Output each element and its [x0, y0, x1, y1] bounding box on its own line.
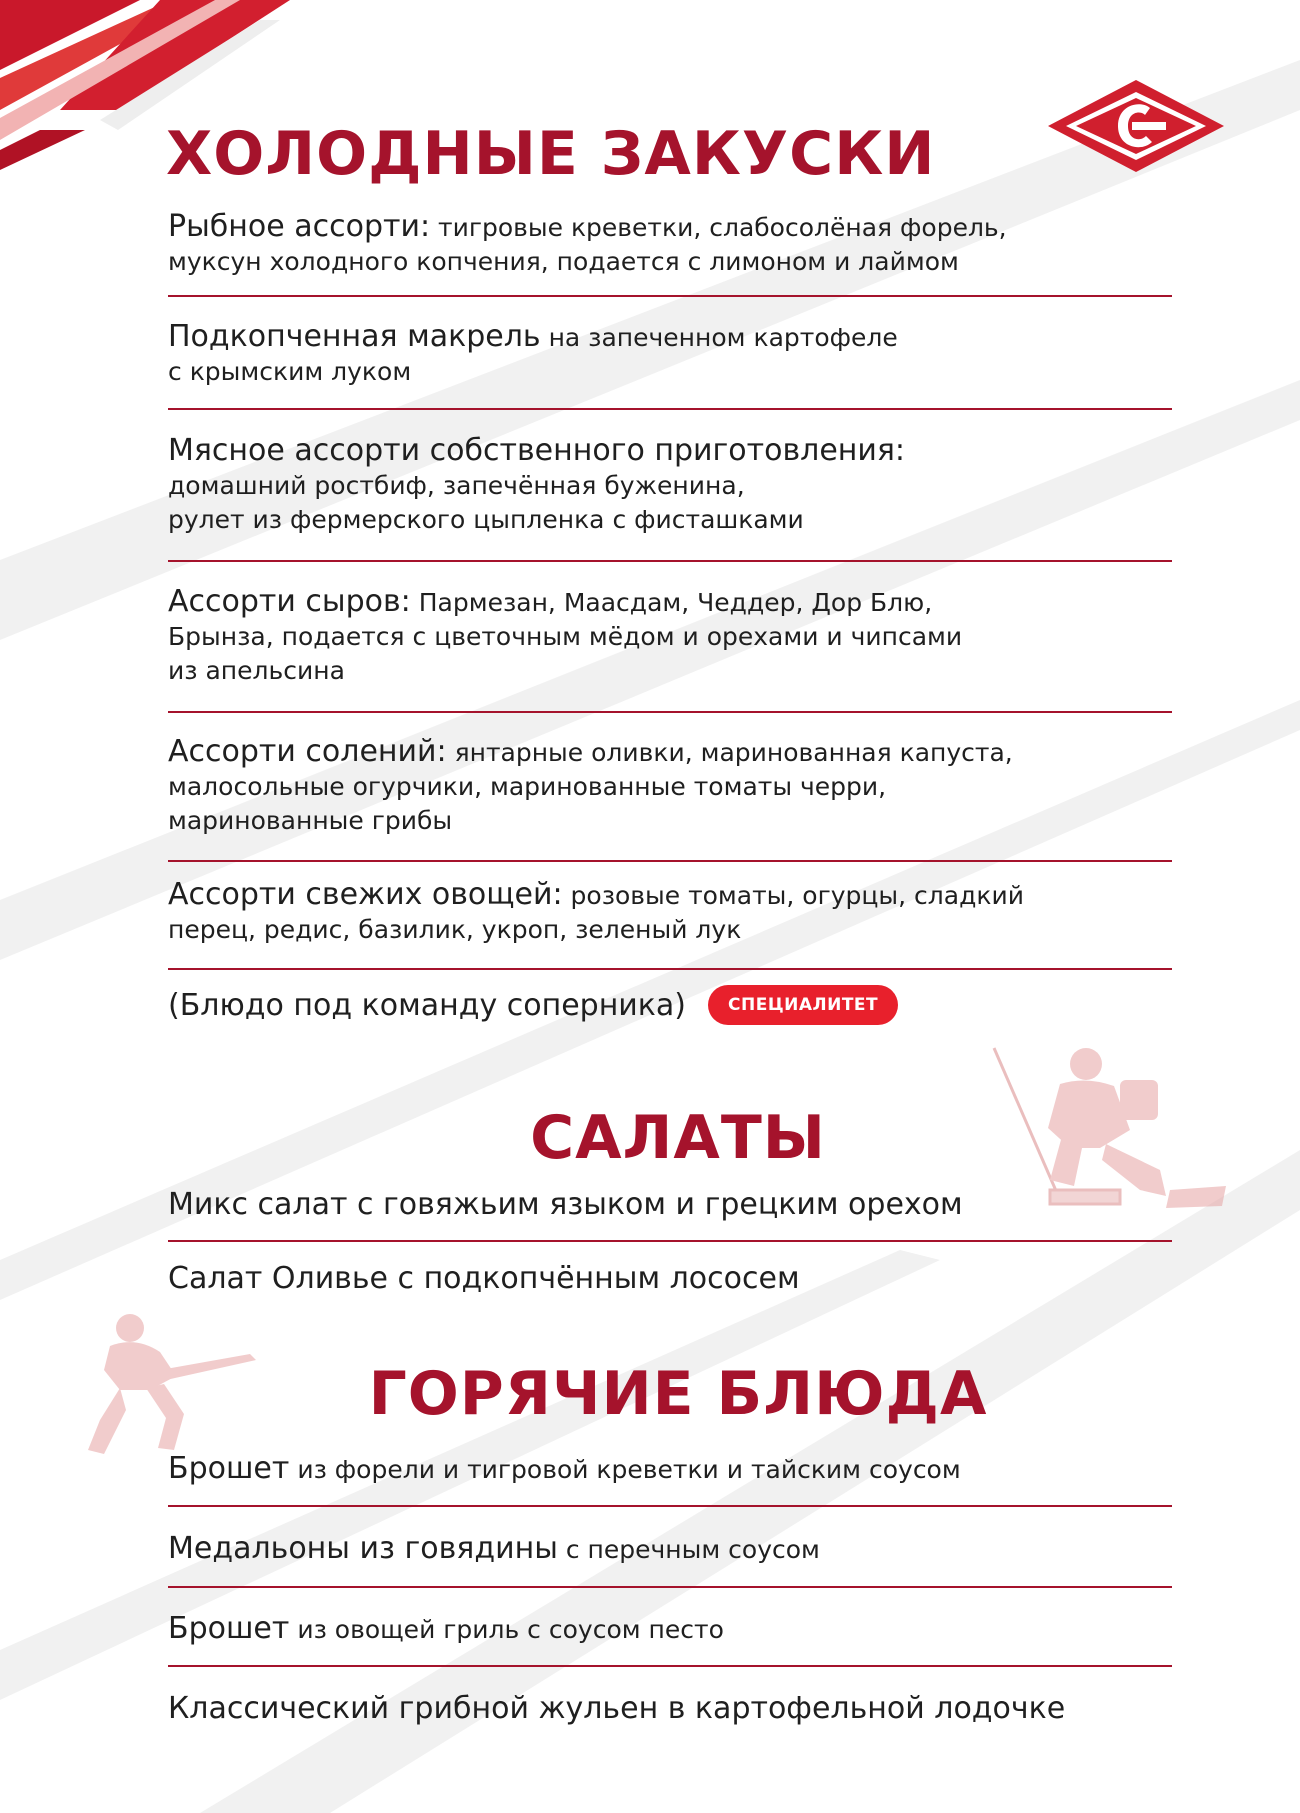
item-desc: Пармезан, Маасдам, Чеддер, Дор Блю, [410, 588, 933, 617]
item-name: Классический грибной жульен в картофельной лодочке [168, 1691, 1066, 1726]
item-desc: рулет из фермерского цыпленка с фисташками [168, 505, 804, 534]
item-desc: из форели и тигровой креветки и тайским соусом [289, 1455, 961, 1484]
item-name: Салат Оливье с подкопчённым лососем [168, 1261, 800, 1296]
menu-item [168, 1532, 820, 1567]
menu-item [168, 320, 898, 389]
menu-item [168, 1692, 1065, 1727]
item-name: (Блюдо под команду соперника) [168, 988, 687, 1023]
menu-item [168, 1262, 800, 1297]
item-desc: с крымским луком [168, 357, 412, 386]
divider [168, 408, 1172, 410]
menu-item [168, 878, 1024, 947]
spartak-logo-icon [1046, 78, 1226, 174]
divider [168, 1586, 1172, 1588]
menu-item [168, 1612, 724, 1647]
menu-item [168, 434, 905, 537]
item-desc: малосольные огурчики, маринованные томаты черри, [168, 772, 887, 801]
item-desc: янтарные оливки, маринованная капуста, [446, 738, 1013, 767]
menu-item [168, 1188, 963, 1223]
item-desc: муксун холодного копчения, подается с лимоном и лаймом [168, 247, 959, 276]
item-desc: с перечным соусом [557, 1535, 820, 1564]
item-name: Подкопченная макрель [168, 319, 541, 354]
item-name: Мясное ассорти собственного приготовления: [168, 433, 906, 468]
menu-item [168, 585, 962, 688]
divider [168, 968, 1172, 970]
section-title-salads: САЛАТЫ [530, 1103, 826, 1173]
menu-item [168, 735, 1013, 838]
item-desc: на запеченном картофеле [540, 323, 898, 352]
item-name: Медальоны из говядины [168, 1531, 558, 1566]
item-desc: тигровые креветки, слабосолёная форель, [430, 213, 1007, 242]
item-desc: перец, редис, базилик, укроп, зеленый лук [168, 915, 742, 944]
item-desc: розовые томаты, огурцы, сладкий [562, 881, 1024, 910]
item-name: Брошет [168, 1451, 290, 1486]
section-title-cold-appetizers: ХОЛОДНЫЕ ЗАКУСКИ [166, 119, 936, 189]
item-desc: домашний ростбиф, запечённая буженина, [168, 471, 745, 500]
specialty-badge: СПЕЦИАЛИТЕТ [708, 985, 898, 1025]
divider [168, 711, 1172, 713]
menu-item [168, 1452, 961, 1487]
item-desc: из апельсина [168, 656, 345, 685]
item-name: Ассорти свежих овощей: [168, 877, 563, 912]
item-name: Брошет [168, 1611, 290, 1646]
divider [168, 1240, 1172, 1242]
item-desc: из овощей гриль с соусом песто [289, 1615, 724, 1644]
menu-item [168, 988, 898, 1028]
item-name: Ассорти солений: [168, 734, 447, 769]
divider [168, 1505, 1172, 1507]
item-desc: Брынза, подается с цветочным мёдом и орехами и чипсами [168, 622, 963, 651]
item-desc: маринованные грибы [168, 806, 453, 835]
item-name: Рыбное ассорти: [168, 209, 431, 244]
divider [168, 1665, 1172, 1667]
divider [168, 295, 1172, 297]
item-name: Микс салат с говяжьим языком и грецким орехом [168, 1187, 963, 1222]
section-title-hot-dishes: ГОРЯЧИЕ БЛЮДА [368, 1359, 988, 1429]
divider [168, 860, 1172, 862]
divider [168, 560, 1172, 562]
item-name: Ассорти сыров: [168, 584, 411, 619]
menu-item [168, 210, 1007, 279]
